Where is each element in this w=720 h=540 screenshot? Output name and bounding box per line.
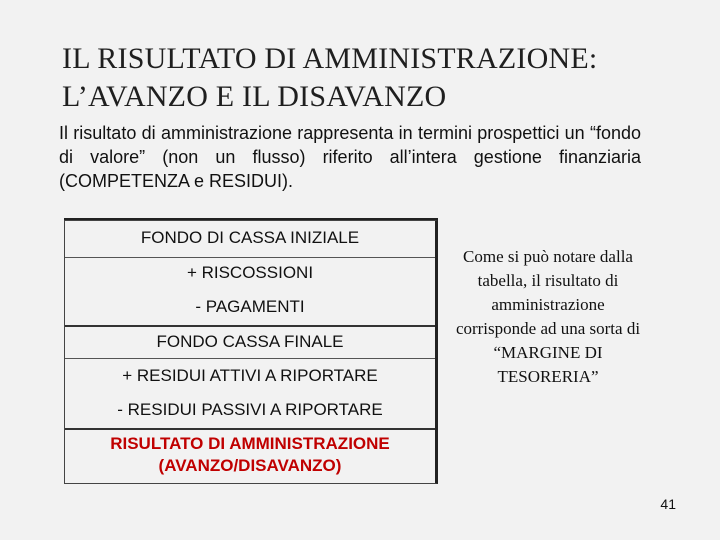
- slide-title-line-1: IL RISULTATO DI AMMINISTRAZIONE:: [62, 42, 598, 75]
- table-row-risultato: RISULTATO DI AMMINISTRAZIONE (AVANZO/DISAVANZO): [110, 434, 390, 475]
- table-row-residui-passivi: - RESIDUI PASSIVI A RIPORTARE: [117, 400, 383, 419]
- intro-paragraph: Il risultato di amministrazione rappresenta in termini prospettici un “fondo di valore” (non un flusso) riferito all’intera gestione finanziaria (COMPETENZA e RESIDUI).: [59, 123, 641, 191]
- slide-title-line-2: L’AVANZO E IL DISAVANZO: [62, 80, 447, 113]
- table-row-riscossioni: + RISCOSSIONI: [186, 263, 314, 282]
- table-divider: [65, 325, 435, 327]
- table-row-residui-attivi: + RESIDUI ATTIVI A RIPORTARE: [122, 366, 378, 385]
- table-divider: [65, 358, 435, 359]
- table-divider: [65, 428, 435, 430]
- slide-title: [62, 40, 702, 116]
- side-note: Come si può notare dalla tabella, il risultato di amministrazione corrisponde ad una sorta di “MARGINE DI TESORERIA”: [455, 247, 641, 386]
- table-row-fondo-cassa-finale: FONDO CASSA FINALE: [156, 332, 344, 351]
- result-table: [64, 220, 438, 484]
- table-row-fondo-cassa-iniziale: FONDO DI CASSA INIZIALE: [140, 228, 360, 247]
- page-number: 41: [660, 496, 676, 512]
- table-divider: [65, 257, 435, 258]
- table-row-pagamenti: - PAGAMENTI: [195, 297, 305, 316]
